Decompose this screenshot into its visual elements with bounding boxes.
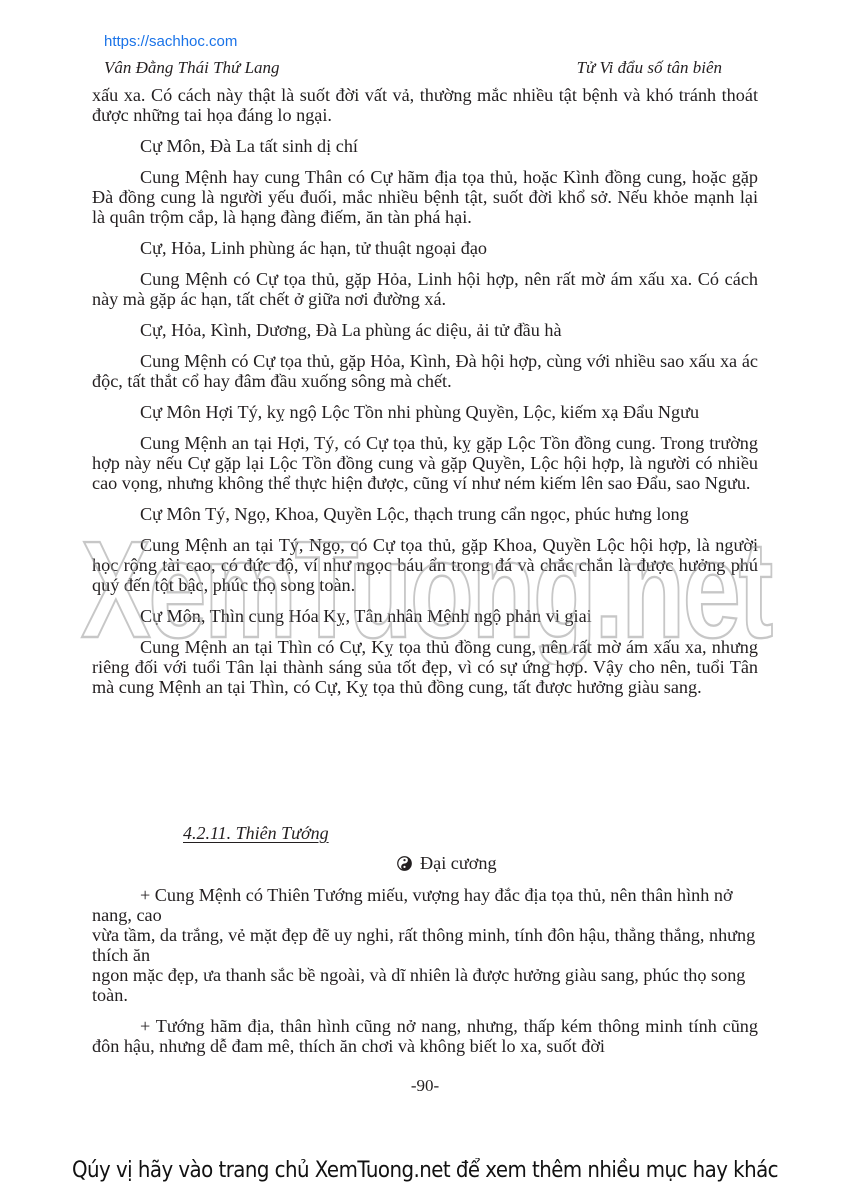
site-url-link[interactable]: https://sachhoc.com xyxy=(104,33,238,50)
section-body xyxy=(92,885,758,1056)
verse-title: Cự, Hỏa, Kình, Dương, Đà La phùng ác diệu, ải tử đầu hà xyxy=(140,320,562,340)
page-number: -90- xyxy=(410,1076,440,1095)
paragraph-line: vừa tầm, da trắng, vẻ mặt đẹp đẽ uy nghi, rất thông minh, tính đôn hậu, thẳng thắng, nhưng thích ăn xyxy=(92,925,756,965)
paragraph: xấu xa. Có cách này thật là suốt đời vất vả, thường mắc nhiều tật bệnh và khó tránh thoát được những tai họa đáng lo ngại. xyxy=(92,85,758,125)
page-body xyxy=(92,85,758,708)
paragraph: Cung Mệnh an tại Thìn có Cự, Kỵ tọa thủ đồng cung, nên rất mờ ám xấu xa, nhưng riêng đối với tuổi Tân lại thành sáng sủa tốt đẹp, vì có sự ứng hợp. Vậy cho nên, tuổi Tân mà cung Mệnh an tại Thìn, có Cự, Kỵ tọa thủ đồng cung, tất được hưởng giàu sang. xyxy=(92,637,758,697)
paragraph-line: + Tướng hãm địa, thân hình cũng nở nang, nhưng, thấp kém thông minh tính cũng đôn hậu, nhưng dễ đam mê, thích ăn chơi và không biết lo xa, suốt đời xyxy=(92,1016,758,1056)
yin-yang-icon xyxy=(397,856,412,871)
footer-banner: Qúy vị hãy vào trang chủ XemTuong.net để xem thêm nhiều mục hay khác xyxy=(71,1158,779,1183)
subheading xyxy=(397,853,497,874)
paragraph: Cung Mệnh an tại Hợi, Tý, có Cự tọa thủ, kỵ gặp Lộc Tồn đồng cung. Trong trường hợp này nếu Cự gặp lại Lộc Tồn đồng cung và gặp Quyền, Lộc hội hợp, là người có nhiều cao vọng, nhưng không thể thực hiện được, cũng ví như ném kiếm lên sao Đẩu, sao Ngưu. xyxy=(92,433,758,493)
header-book-title: Tử Vi đẩu số tân biên xyxy=(576,58,722,77)
paragraph-line: ngon mặc đẹp, ưa thanh sắc bề ngoài, và dĩ nhiên là được hưởng giàu sang, phúc thọ song toàn. xyxy=(92,965,746,1005)
verse-title: Cự Môn, Đà La tất sinh dị chí xyxy=(140,136,358,156)
paragraph: Cung Mệnh có Cự tọa thủ, gặp Hỏa, Kình, Đà hội hợp, cùng với nhiều sao xấu xa ác độc, tất thắt cổ hay đâm đầu xuống sông mà chết. xyxy=(92,351,758,391)
watermark-text: XemTuong.net xyxy=(81,515,773,665)
subheading-text: Đại cương xyxy=(420,853,497,873)
section-heading: 4.2.11. Thiên Tướng xyxy=(183,823,329,843)
paragraph: Cung Mệnh có Cự tọa thủ, gặp Hỏa, Linh hội hợp, nên rất mờ ám xấu xa. Có cách này mà gặp ác hạn, tất chết ở giữa nơi đường xá. xyxy=(92,269,758,309)
verse-title: Cự Môn Hợi Tý, kỵ ngộ Lộc Tồn nhi phùng Quyền, Lộc, kiếm xạ Đẩu Ngưu xyxy=(140,402,700,422)
paragraph-line: + Cung Mệnh có Thiên Tướng miếu, vượng hay đắc địa tọa thủ, nên thân hình nở nang, cao xyxy=(92,885,733,925)
header-author: Vân Đằng Thái Thứ Lang xyxy=(104,58,280,77)
verse-title: Cự, Hỏa, Linh phùng ác hạn, tử thuật ngoại đạo xyxy=(140,238,488,258)
verse-title: Cự Môn Tý, Ngọ, Khoa, Quyền Lộc, thạch trung cẩn ngọc, phúc hưng long xyxy=(140,504,689,524)
paragraph: Cung Mệnh an tại Tý, Ngọ, có Cự tọa thủ, gặp Khoa, Quyền Lộc hội hợp, là người học rộng tài cao, có đức độ, ví như ngọc báu ẩn trong đá và chắc chắn là được hưởng phú quý đến tột bậc, phúc thọ song toàn. xyxy=(92,535,758,595)
verse-title: Cự Môn, Thìn cung Hóa Kỵ, Tân nhân Mệnh ngộ phản vi giai xyxy=(140,606,592,626)
paragraph: Cung Mệnh hay cung Thân có Cự hãm địa tọa thủ, hoặc Kình đồng cung, hoặc gặp Đà đồng cung là người yếu đuối, mắc nhiều bệnh tật, suốt đời khổ sở. Nếu khỏe mạnh lại là quân trộm cắp, là hạng đàng điếm, ăn tàn phá hại. xyxy=(92,167,758,227)
